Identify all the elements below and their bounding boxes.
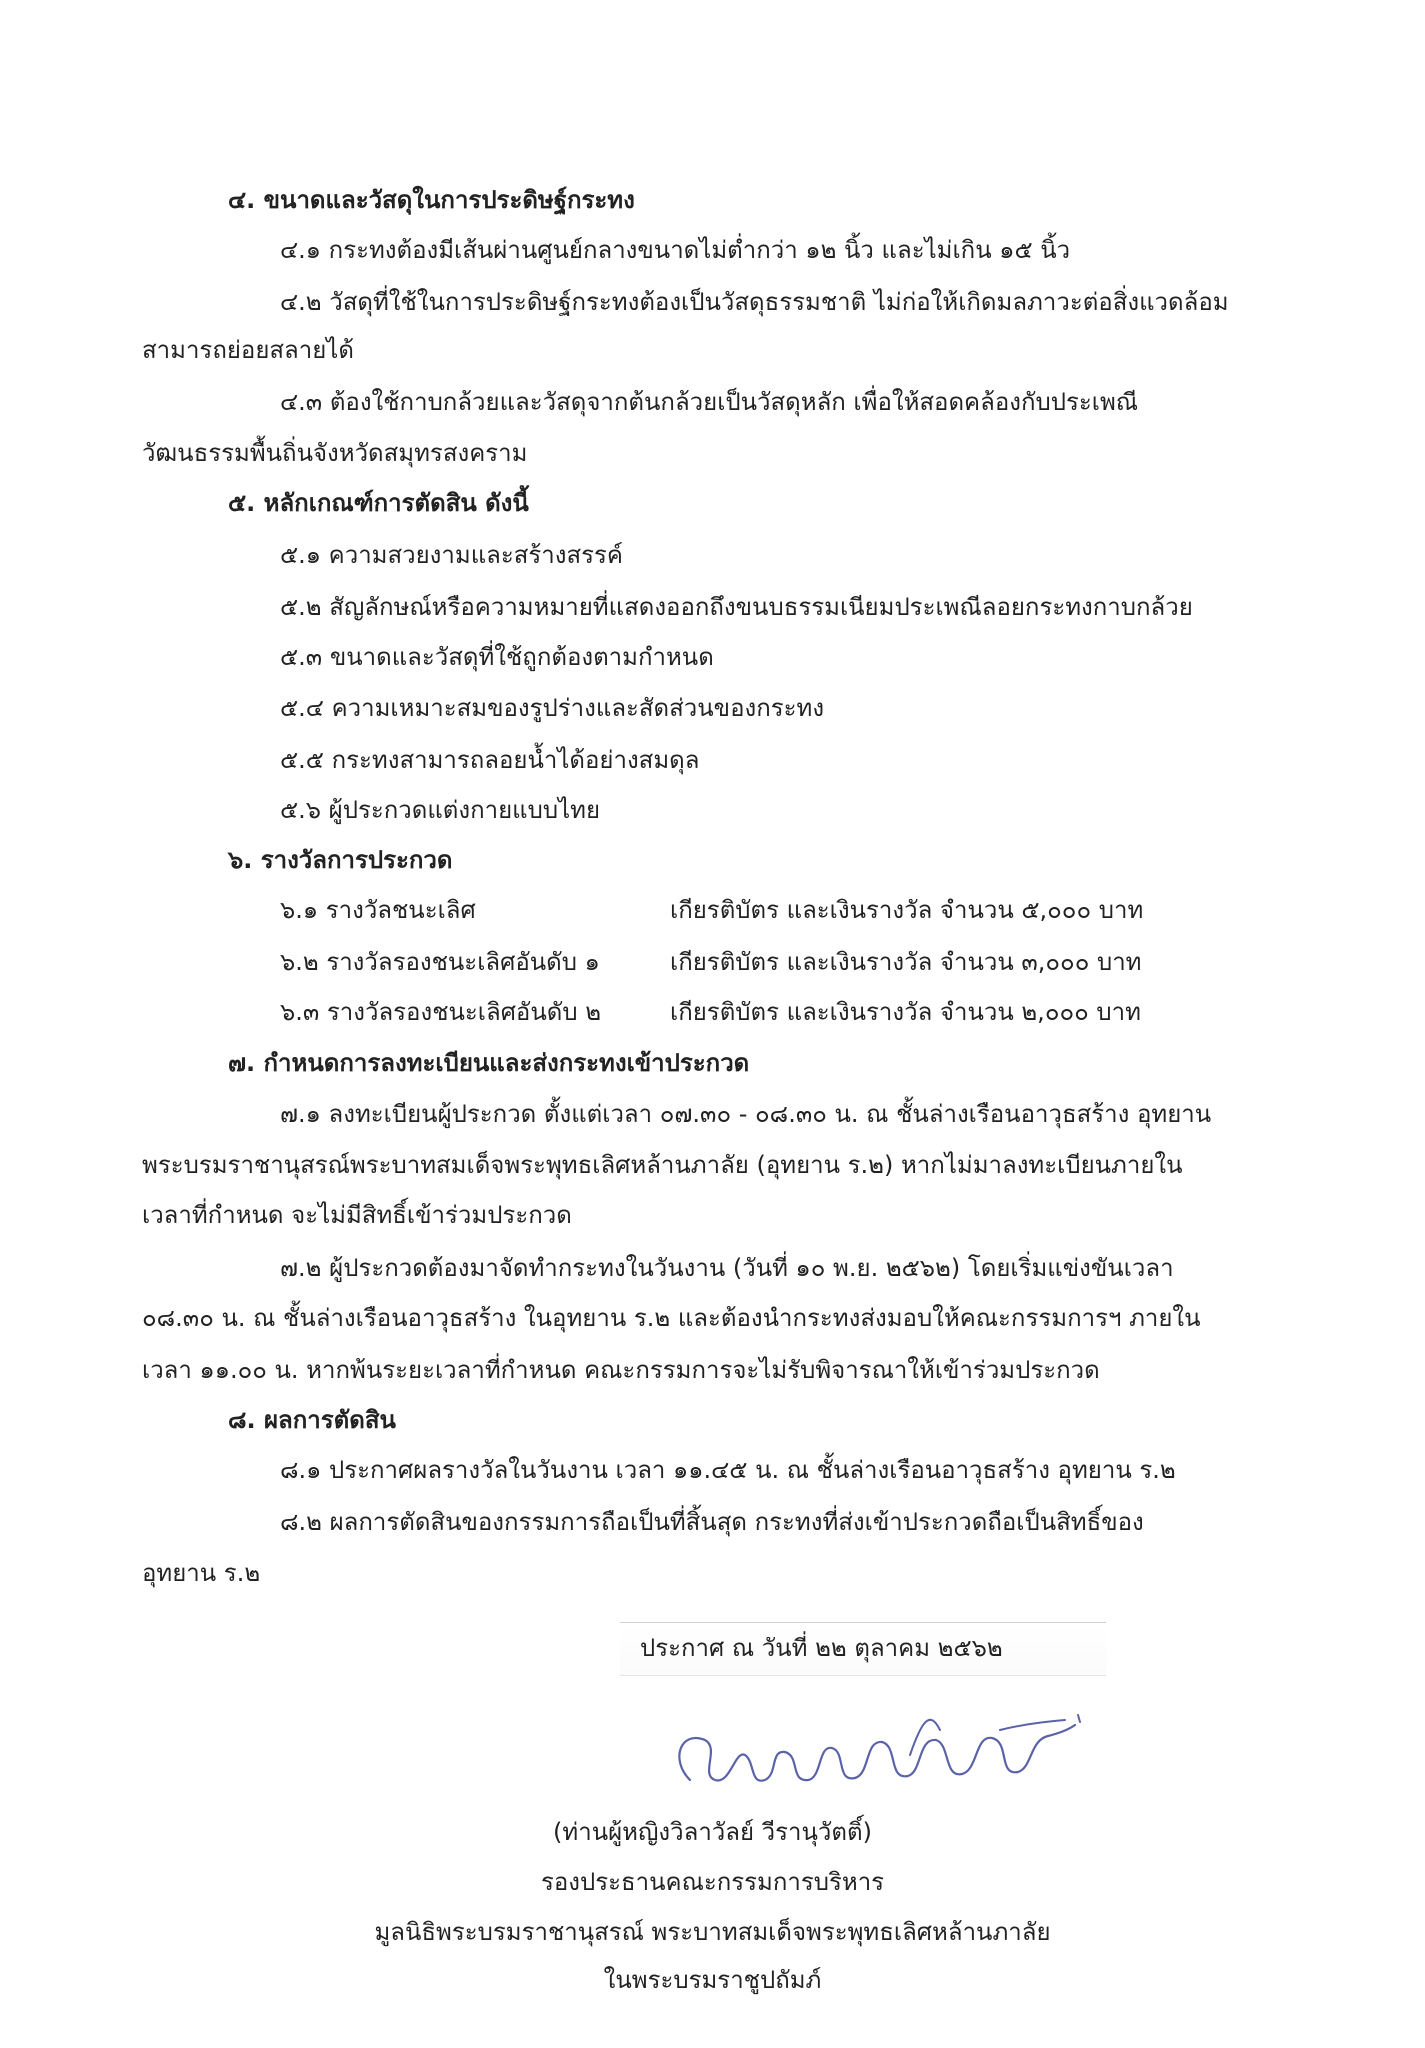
section-8-heading: ๘. ผลการตัดสิน: [228, 1406, 396, 1434]
signer-position: รองประธานคณะกรรมการบริหาร: [540, 1868, 885, 1896]
prize-3-award: เกียรติบัตร และเงินรางวัล จำนวน ๒,๐๐๐ บาท: [670, 998, 1141, 1026]
section-6-heading: ๖. รางวัลการประกวด: [228, 846, 453, 874]
item-7-2-line2: ๐๘.๓๐ น. ณ ชั้นล่างเรือนอาวุธสร้าง ในอุทยาน ร.๒ และต้องนำกระทงส่งมอบให้คณะกรรมการฯ ภายใน: [142, 1304, 1201, 1332]
signer-organization: มูลนิธิพระบรมราชานุสรณ์ พระบาทสมเด็จพระพุทธเลิศหล้านภาลัย: [374, 1918, 1051, 1946]
item-4-2-line2: สามารถย่อยสลายได้: [142, 336, 354, 364]
prize-1-award: เกียรติบัตร และเงินรางวัล จำนวน ๕,๐๐๐ บาท: [670, 896, 1144, 924]
item-7-1-line3: เวลาที่กำหนด จะไม่มีสิทธิ์เข้าร่วมประกวด: [142, 1201, 572, 1229]
item-5-4: ๕.๔ ความเหมาะสมของรูปร่างและสัดส่วนของกระทง: [280, 694, 825, 722]
royal-patronage: ในพระบรมราชูปถัมภ์: [603, 1966, 822, 1994]
item-5-3: ๕.๓ ขนาดและวัสดุที่ใช้ถูกต้องตามกำหนด: [280, 643, 714, 671]
item-4-3-line1: ๔.๓ ต้องใช้กาบกล้วยและวัสดุจากต้นกล้วยเป็นวัสดุหลัก เพื่อให้สอดคล้องกับประเพณี: [280, 388, 1139, 416]
section-7-heading: ๗. กำหนดการลงทะเบียนและส่งกระทงเข้าประกวด: [228, 1049, 750, 1077]
item-4-1: ๔.๑ กระทงต้องมีเส้นผ่านศูนย์กลางขนาดไม่ต่ำกว่า ๑๒ นิ้ว และไม่เกิน ๑๕ นิ้ว: [280, 236, 1071, 264]
signer-name: (ท่านผู้หญิงวิลาวัลย์ วีรานุวัตติ์): [553, 1818, 872, 1846]
announcement-date: ประกาศ ณ วันที่ ๒๒ ตุลาคม ๒๕๖๒: [640, 1634, 1003, 1662]
item-8-1: ๘.๑ ประกาศผลรางวัลในวันงาน เวลา ๑๑.๔๕ น. ณ ชั้นล่างเรือนอาวุธสร้าง อุทยาน ร.๒: [280, 1456, 1176, 1484]
item-5-2: ๕.๒ สัญลักษณ์หรือความหมายที่แสดงออกถึงขนบธรรมเนียมประเพณีลอยกระทงกาบกล้วย: [280, 593, 1193, 621]
section-4-heading: ๔. ขนาดและวัสดุในการประดิษฐ์กระทง: [228, 186, 635, 214]
item-7-2-line3: เวลา ๑๑.๐๐ น. หากพ้นระยะเวลาที่กำหนด คณะกรรมการจะไม่รับพิจารณาให้เข้าร่วมประกวด: [142, 1356, 1100, 1384]
section-5-heading: ๕. หลักเกณฑ์การตัดสิน ดังนี้: [228, 489, 529, 517]
prize-1-name: ๖.๑ รางวัลชนะเลิศ: [280, 896, 476, 924]
item-7-1-line2: พระบรมราชานุสรณ์พระบาทสมเด็จพระพุทธเลิศหล้านภาลัย (อุทยาน ร.๒) หากไม่มาลงทะเบียนภายใน: [142, 1151, 1183, 1179]
item-7-1-line1: ๗.๑ ลงทะเบียนผู้ประกวด ตั้งแต่เวลา ๐๗.๓๐ - ๐๘.๓๐ น. ณ ชั้นล่างเรือนอาวุธสร้าง อุทยาน: [280, 1100, 1212, 1128]
item-7-2-line1: ๗.๒ ผู้ประกวดต้องมาจัดทำกระทงในวันงาน (วันที่ ๑๐ พ.ย. ๒๕๖๒) โดยเริ่มแข่งขันเวลา: [280, 1254, 1174, 1282]
prize-2-award: เกียรติบัตร และเงินรางวัล จำนวน ๓,๐๐๐ บาท: [670, 948, 1142, 976]
handwritten-signature: [660, 1700, 1100, 1820]
item-5-6: ๕.๖ ผู้ประกวดแต่งกายแบบไทย: [280, 796, 601, 824]
item-4-3-line2: วัฒนธรรมพื้นถิ่นจังหวัดสมุทรสงคราม: [142, 439, 528, 467]
prize-2-name: ๖.๒ รางวัลรองชนะเลิศอันดับ ๑: [280, 948, 600, 976]
item-8-2-line1: ๘.๒ ผลการตัดสินของกรรมการถือเป็นที่สิ้นสุด กระทงที่ส่งเข้าประกวดถือเป็นสิทธิ์ของ: [280, 1508, 1144, 1536]
item-8-2-line2: อุทยาน ร.๒: [142, 1559, 261, 1587]
item-5-5: ๕.๕ กระทงสามารถลอยน้ำได้อย่างสมดุล: [280, 746, 700, 774]
prize-3-name: ๖.๓ รางวัลรองชนะเลิศอันดับ ๒: [280, 998, 602, 1026]
item-5-1: ๕.๑ ความสวยงามและสร้างสรรค์: [280, 541, 623, 569]
item-4-2-line1: ๔.๒ วัสดุที่ใช้ในการประดิษฐ์กระทงต้องเป็นวัสดุธรรมชาติ ไม่ก่อให้เกิดมลภาวะต่อสิ่งแวดล้อม: [280, 288, 1229, 316]
